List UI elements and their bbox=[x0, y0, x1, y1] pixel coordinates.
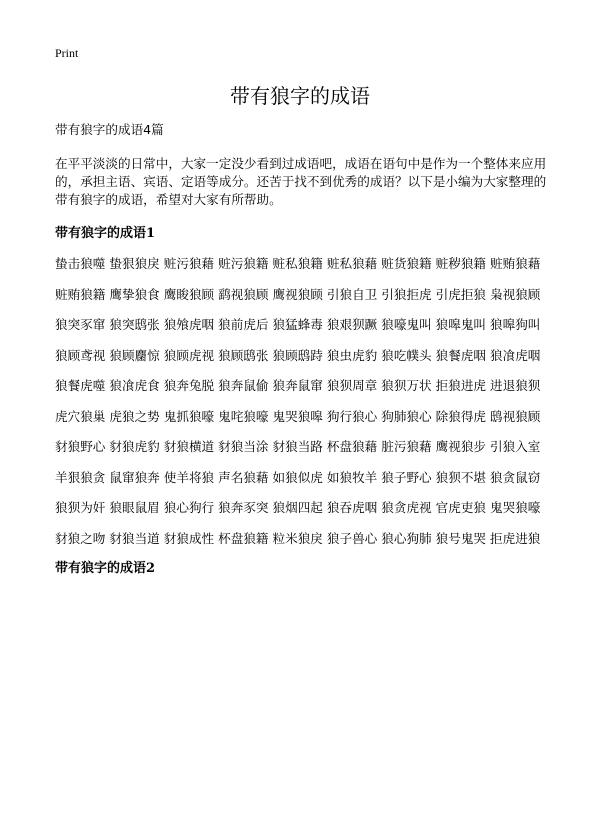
document-subtitle: 带有狼字的成语4篇 bbox=[55, 122, 164, 137]
idiom-paragraph: 狼突豕窜 狼突鸱张 狼飧虎咽 狼前虎后 狼猛蜂毒 狼艰狈蹶 狼嚎鬼叫 狼嗥鬼叫 狼嗥狗叫 bbox=[55, 317, 541, 332]
idiom-paragraph: 狼狈为奸 狼眼鼠眉 狼心狗行 狼奔豕突 狼烟四起 狼吞虎咽 狼贪虎视 官虎吏狼 鬼哭狼嚎 bbox=[55, 500, 541, 515]
idiom-paragraph: 赃贿狼籍 鹰挚狼食 鹰睃狼顾 鹞视狼顾 鹰视狼顾 引狼自卫 引狼拒虎 引虎拒狼 枭视狼顾 bbox=[55, 286, 541, 302]
document-title: 带有狼字的成语 bbox=[230, 84, 370, 108]
print-link[interactable]: Print bbox=[55, 46, 79, 60]
document-body bbox=[55, 121, 547, 590]
idiom-paragraph: 豺狼野心 豺狼虎豹 豺狼横道 豺狼当涂 豺狼当路 杯盘狼藉 脏污狼藉 鹰视狼步 引狼入室 bbox=[55, 439, 541, 454]
section-heading-1: 带有狼字的成语1 bbox=[55, 226, 156, 241]
idiom-paragraph: 豺狼之吻 豺狼当道 豺狼成性 杯盘狼籍 粒米狼戾 狼子兽心 狼心狗肺 狼号鬼哭 拒虎进狼 bbox=[55, 530, 541, 546]
idiom-paragraph: 狼顾鸢视 狼顾麕惊 狼顾虎视 狼顾鸱张 狼顾鸱跱 狼虫虎豹 狼吃幞头 狼餐虎咽 狼飡虎咽 bbox=[55, 347, 541, 363]
idiom-paragraph: 蛰击狼噬 蛰狠狼戾 赃污狼藉 赃污狼籍 赃私狼籍 赃私狼藉 赃货狼籍 赃秽狼籍 赃贿狼藉 bbox=[55, 256, 541, 271]
idiom-paragraph: 羊狠狼贪 鼠窜狼奔 使羊将狼 声名狼藉 如狼似虎 如狼牧羊 狼子野心 狼狈不堪 狼贪鼠窃 bbox=[55, 469, 541, 485]
idiom-paragraph: 虎穴狼巢 虎狼之势 鬼抓狼嚎 鬼咤狼嚎 鬼哭狼嗥 狗行狼心 狗肺狼心 除狼得虎 鸱视狼顾 bbox=[55, 408, 541, 424]
section-heading-2: 带有狼字的成语2 bbox=[55, 561, 156, 576]
intro-paragraph: 在平平淡淡的日常中，大家一定没少看到过成语吧，成语在语句中是作为一个整体来应用的，承担主语、宾语、定语等成分。还苦于找不到优秀的成语？以下是小编为大家整理的带有狼字的成语，希望对大家有所帮助。 bbox=[55, 156, 547, 207]
idiom-paragraph: 狼餐虎噬 狼飡虎食 狼奔兔脱 狼奔鼠偷 狼奔鼠窜 狼狈周章 狼狈万状 拒狼进虎 进退狼狈 bbox=[55, 378, 541, 393]
